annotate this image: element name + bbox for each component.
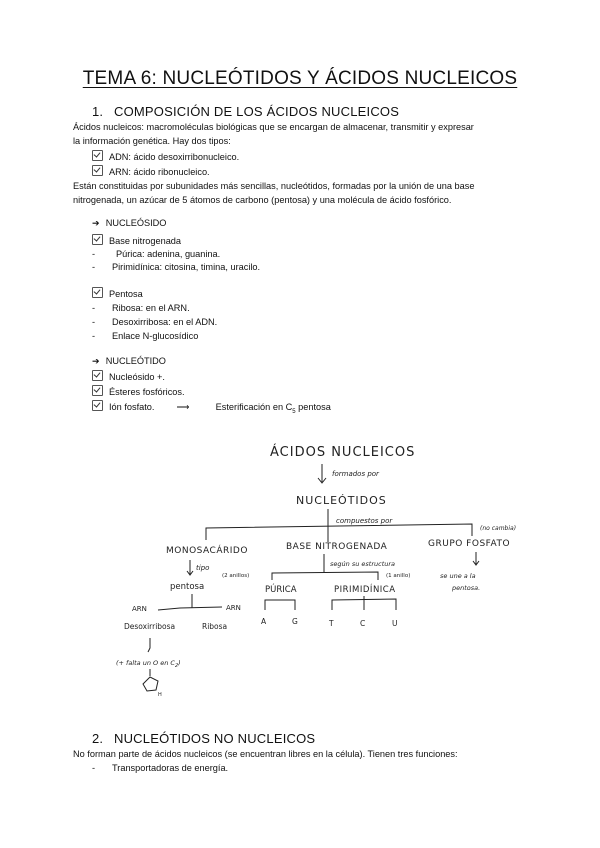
- branch-line: [272, 572, 378, 580]
- intro-line-2: la información genética. Hay dos tipos:: [73, 136, 231, 146]
- checkbox-icon: [92, 370, 103, 381]
- pentosa-item-ribosa: - Ribosa: en el ARN.: [92, 303, 190, 313]
- branch-line: [158, 607, 222, 610]
- type-adn: ADN: ácido desoxirribonucleico.: [92, 150, 239, 164]
- base-item-pirimidinica: - Pirimidínica: citosina, timina, uracilo.: [92, 262, 261, 272]
- branch-line: [206, 524, 472, 540]
- checkbox-icon: [92, 385, 103, 396]
- diagram-desoxirribosa: Desoxirribosa: [124, 622, 176, 631]
- composed-by-label: compuestos por: [336, 517, 393, 525]
- diagram-root: ÁCIDOS NUCLEICOS: [270, 445, 416, 460]
- sugar-ring-icon: [143, 677, 158, 691]
- nucleotido-heading: ➔ NUCLEÓTIDO: [92, 356, 166, 366]
- diagram-purica: PÚRICA: [265, 585, 297, 595]
- base-c: C: [360, 619, 366, 628]
- checkbox-icon: [92, 234, 103, 245]
- connector-line: [148, 638, 150, 652]
- section-2-heading: [92, 731, 315, 746]
- type-arn: ARN: ácido ribonucleico.: [92, 165, 210, 179]
- checkbox-icon: [92, 165, 103, 176]
- diagram-pirimidinica: PIRIMIDÍNICA: [334, 585, 396, 595]
- pentosa-item-desoxirribosa: - Desoxirribosa: en el ADN.: [92, 317, 218, 327]
- base-u: U: [392, 619, 398, 628]
- pentosa-item: Pentosa: [92, 287, 143, 301]
- se-une-line-2: pentosa.: [452, 584, 481, 592]
- nucleosido-heading: ➔ NUCLEÓSIDO: [92, 218, 167, 228]
- section-2-intro: No forman parte de ácidos nucleicos (se encuentran libres en la célula). Tienen tres funciones:: [73, 749, 458, 759]
- arrow-icon: ➔: [92, 218, 100, 228]
- dos-anillos-label: (2 anillos): [222, 573, 250, 579]
- section-1-title: COMPOSICIÓN DE LOS ÁCIDOS NUCLEICOS: [114, 104, 400, 119]
- long-arrow-icon: ⟶: [176, 402, 190, 412]
- h-label: H: [158, 692, 162, 698]
- section-2-title: NUCLEÓTIDOS NO NUCLEICOS: [114, 731, 316, 746]
- diagram-grupo-fosfato: GRUPO FOSFATO: [428, 539, 511, 549]
- tipo-label: tipo: [196, 564, 210, 572]
- intro-line-1: Ácidos nucleicos: macromoléculas biológicas que se encargan de almacenar, transmitir y expresar: [73, 122, 474, 132]
- checkbox-icon: [92, 287, 103, 298]
- branch-line: [265, 600, 295, 610]
- section-1-heading: [92, 104, 399, 119]
- pentosa-item-enlace: - Enlace N-glucosídico: [92, 331, 199, 341]
- un-anillo-label: (1 anillo): [386, 573, 411, 579]
- formed-by-label: formados por: [332, 470, 379, 478]
- section-1-number: 1.: [92, 104, 104, 119]
- base-item-purica: - Púrica: adenina, guanina.: [92, 249, 221, 259]
- falta-label: (+ falta un O en $C_2$): [116, 659, 181, 669]
- section-2-number: 2.: [92, 731, 104, 746]
- base-g: G: [292, 617, 298, 626]
- base-t: T: [329, 619, 334, 628]
- section-2-item-1: - Transportadoras de energía.: [92, 763, 229, 773]
- arn-right-label: ARN: [226, 604, 241, 612]
- nucleotido-item-1: Nucleósido +.: [92, 370, 165, 384]
- arn-left-label: ARN: [132, 605, 147, 613]
- page-title: TEMA 6: NUCLEÓTIDOS Y ÁCIDOS NUCLEICOS: [82, 68, 518, 89]
- base-a: A: [261, 617, 267, 626]
- arrow-icon: ➔: [92, 356, 100, 366]
- varies-label: (no cambia): [480, 525, 517, 532]
- checkbox-icon: [92, 150, 103, 161]
- checkbox-icon: [92, 400, 103, 411]
- base-nitrogenada-item: Base nitrogenada: [92, 234, 181, 248]
- nucleotido-item-2: Ésteres fosfóricos.: [92, 385, 185, 399]
- subunits-line-2: nitrogenada, un azúcar de 5 átomos de carbono (pentosa) y una molécula de ácido fosfórico.: [73, 195, 452, 205]
- diagram-monosacarido: MONOSACÁRIDO: [166, 546, 248, 556]
- diagram-nucleotidos: NUCLEÓTIDOS: [296, 494, 387, 507]
- nucleotido-item-3: Ión fosfato. ⟶ Esterificación en $C_5$ pentosa: [92, 400, 331, 419]
- diagram-base-nitrogenada: BASE NITROGENADA: [286, 542, 388, 552]
- se-une-line-1: se une a la: [440, 572, 476, 580]
- subunits-line-1: Están constituidas por subunidades más sencillas, nucleótidos, formadas por la unión de una base: [73, 181, 475, 191]
- diagram-ribosa: Ribosa: [202, 622, 228, 631]
- segun-label: según su estructura: [330, 560, 396, 568]
- nucleic-acids-diagram: [110, 412, 530, 704]
- diagram-pentosa: pentosa: [170, 582, 205, 592]
